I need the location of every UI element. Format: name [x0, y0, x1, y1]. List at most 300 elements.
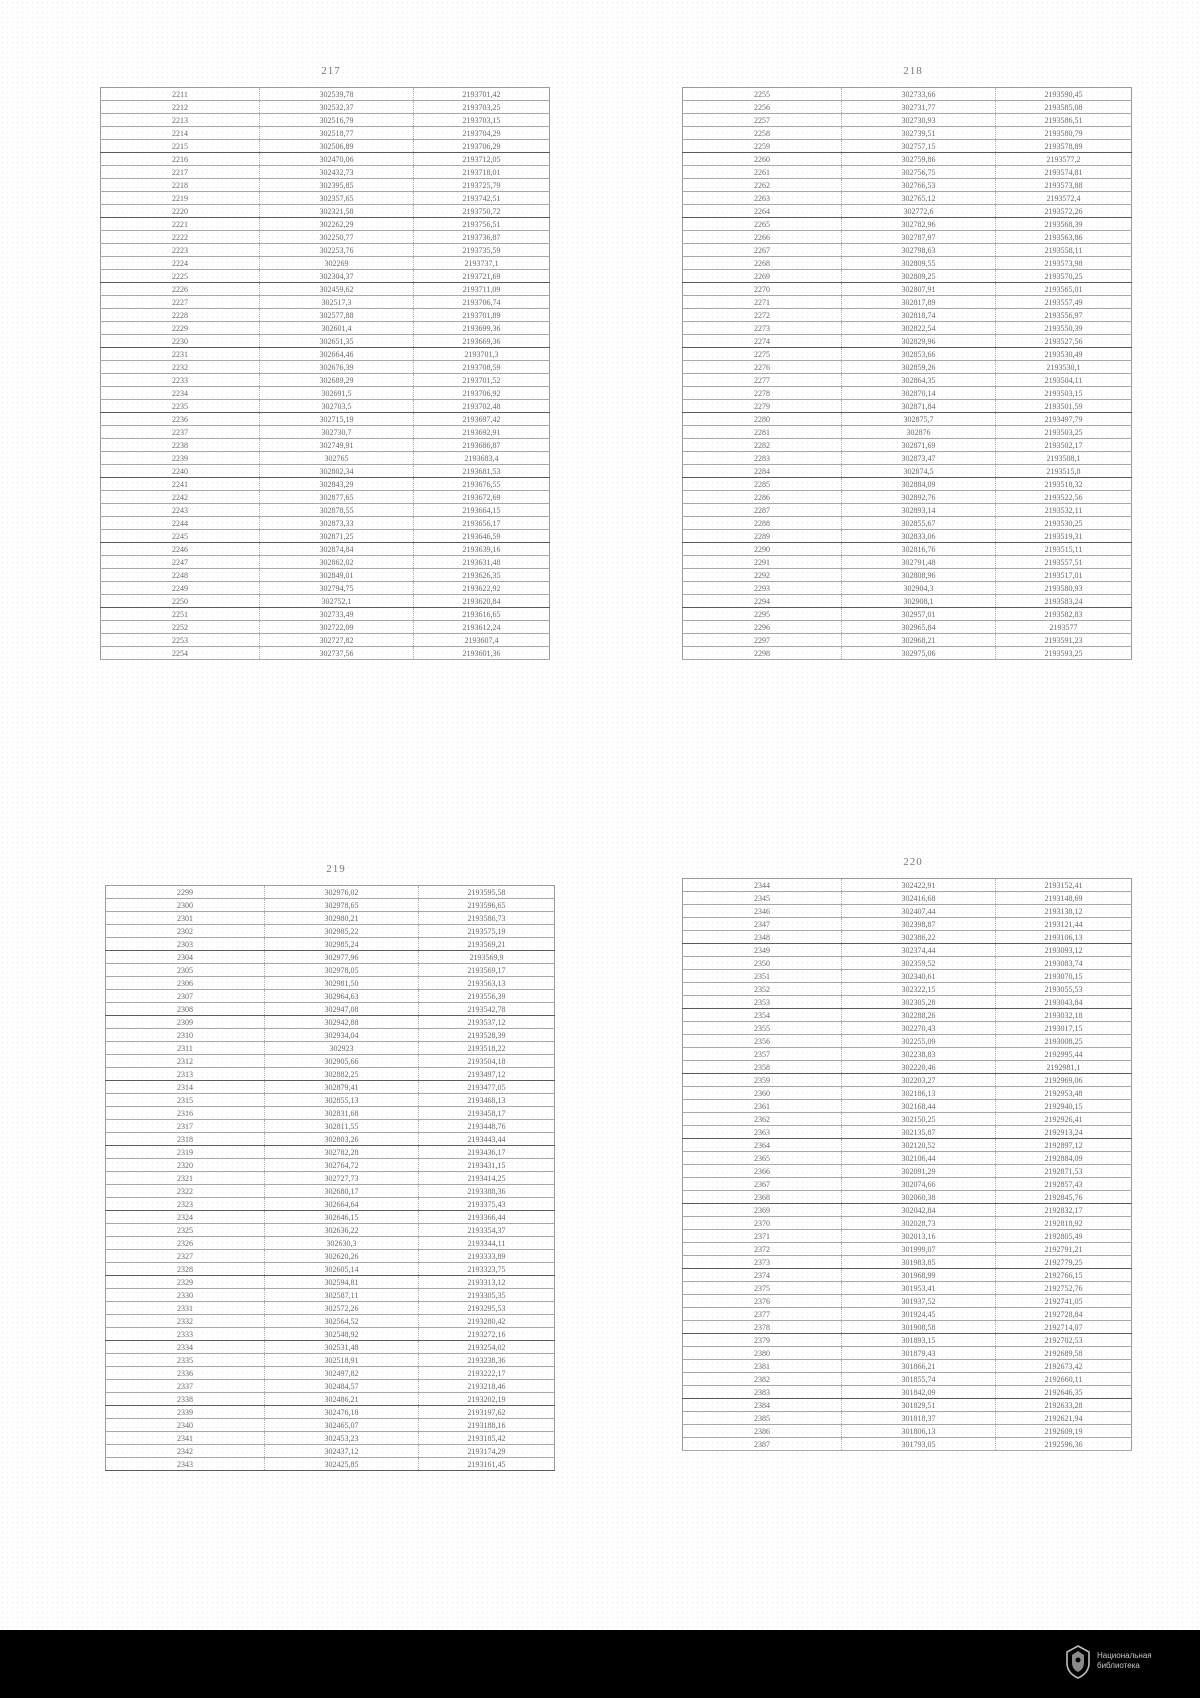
y-coordinate: 2193601,36 [414, 647, 550, 660]
y-coordinate: 2193272,16 [419, 1328, 555, 1341]
point-number: 2335 [106, 1354, 265, 1367]
table-row [106, 1185, 555, 1198]
x-coordinate: 302636,22 [265, 1224, 419, 1237]
x-coordinate: 302981,50 [265, 977, 419, 990]
table-row [683, 543, 1132, 556]
x-coordinate: 302465,07 [265, 1419, 419, 1432]
x-coordinate: 302028,73 [842, 1217, 996, 1230]
x-coordinate: 302968,21 [842, 634, 996, 647]
point-number: 2365 [683, 1152, 842, 1165]
point-number: 2381 [683, 1360, 842, 1373]
y-coordinate: 2192741,05 [996, 1295, 1132, 1308]
table-row [101, 140, 550, 153]
x-coordinate: 302985,24 [265, 938, 419, 951]
table-row [106, 1250, 555, 1263]
x-coordinate: 302150,25 [842, 1113, 996, 1126]
point-number: 2346 [683, 905, 842, 918]
y-coordinate: 2192818,92 [996, 1217, 1132, 1230]
table-row [683, 101, 1132, 114]
point-number: 2278 [683, 387, 842, 400]
point-number: 2377 [683, 1308, 842, 1321]
x-coordinate: 301855,74 [842, 1373, 996, 1386]
x-coordinate: 302831,68 [265, 1107, 419, 1120]
table-row [683, 1256, 1132, 1269]
table-row [683, 309, 1132, 322]
table-row [106, 1263, 555, 1276]
y-coordinate: 2193148,69 [996, 892, 1132, 905]
table-row [683, 1191, 1132, 1204]
table-row [106, 1094, 555, 1107]
x-coordinate: 302859,26 [842, 361, 996, 374]
point-number: 2279 [683, 400, 842, 413]
y-coordinate: 2192689,58 [996, 1347, 1132, 1360]
x-coordinate: 302587,11 [265, 1289, 419, 1302]
point-number: 2277 [683, 374, 842, 387]
y-coordinate: 2193568,39 [996, 218, 1132, 231]
x-coordinate: 302882,25 [265, 1068, 419, 1081]
table-row [683, 153, 1132, 166]
x-coordinate: 302855,13 [265, 1094, 419, 1107]
page-panel-217 [100, 65, 562, 687]
point-number: 2364 [683, 1139, 842, 1152]
x-coordinate: 302892,76 [842, 491, 996, 504]
table-row [101, 179, 550, 192]
point-number: 2238 [101, 439, 260, 452]
x-coordinate: 302601,4 [260, 322, 414, 335]
table-row [106, 1120, 555, 1133]
x-coordinate: 302843,29 [260, 478, 414, 491]
x-coordinate: 302874,5 [842, 465, 996, 478]
y-coordinate: 2193570,25 [996, 270, 1132, 283]
table-row [106, 1432, 555, 1445]
x-coordinate: 302787,97 [842, 231, 996, 244]
point-number: 2292 [683, 569, 842, 582]
x-coordinate: 302798,63 [842, 244, 996, 257]
x-coordinate: 302791,48 [842, 556, 996, 569]
y-coordinate: 2193174,29 [419, 1445, 555, 1458]
point-number: 2372 [683, 1243, 842, 1256]
y-coordinate: 2193313,12 [419, 1276, 555, 1289]
y-coordinate: 2193578,89 [996, 140, 1132, 153]
point-number: 2333 [106, 1328, 265, 1341]
y-coordinate: 2192673,42 [996, 1360, 1132, 1373]
table-row [106, 1042, 555, 1055]
table-row [101, 491, 550, 504]
y-coordinate: 2192728,84 [996, 1308, 1132, 1321]
table-row [101, 296, 550, 309]
table-row [106, 1029, 555, 1042]
table-row [683, 970, 1132, 983]
y-coordinate: 2193563,86 [996, 231, 1132, 244]
y-coordinate: 2192609,19 [996, 1425, 1132, 1438]
point-number: 2324 [106, 1211, 265, 1224]
table-row [101, 595, 550, 608]
table-row [683, 1243, 1132, 1256]
point-number: 2352 [683, 983, 842, 996]
point-number: 2240 [101, 465, 260, 478]
y-coordinate: 2192995,44 [996, 1048, 1132, 1061]
x-coordinate: 302904,3 [842, 582, 996, 595]
table-row [683, 1204, 1132, 1217]
x-coordinate: 302853,66 [842, 348, 996, 361]
x-coordinate: 302782,28 [265, 1146, 419, 1159]
x-coordinate: 302106,44 [842, 1152, 996, 1165]
point-number: 2272 [683, 309, 842, 322]
x-coordinate: 302957,01 [842, 608, 996, 621]
x-coordinate: 301953,41 [842, 1282, 996, 1295]
table-row [683, 465, 1132, 478]
y-coordinate: 2193366,44 [419, 1211, 555, 1224]
point-number: 2246 [101, 543, 260, 556]
point-number: 2259 [683, 140, 842, 153]
table-row [101, 543, 550, 556]
table-row [101, 556, 550, 569]
y-coordinate: 2193569,17 [419, 964, 555, 977]
x-coordinate: 302453,23 [265, 1432, 419, 1445]
point-number: 2384 [683, 1399, 842, 1412]
table-row [683, 647, 1132, 660]
coordinate-table [682, 87, 1132, 660]
point-number: 2319 [106, 1146, 265, 1159]
x-coordinate: 302572,26 [265, 1302, 419, 1315]
point-number: 2375 [683, 1282, 842, 1295]
y-coordinate: 2193138,12 [996, 905, 1132, 918]
y-coordinate: 2193706,29 [414, 140, 550, 153]
x-coordinate: 302864,35 [842, 374, 996, 387]
point-number: 2226 [101, 283, 260, 296]
y-coordinate: 2192857,43 [996, 1178, 1132, 1191]
point-number: 2252 [101, 621, 260, 634]
point-number: 2344 [683, 879, 842, 892]
x-coordinate: 302305,28 [842, 996, 996, 1009]
x-coordinate: 302013,16 [842, 1230, 996, 1243]
table-row [683, 1438, 1132, 1451]
x-coordinate: 302517,3 [260, 296, 414, 309]
x-coordinate: 302782,96 [842, 218, 996, 231]
table-row [101, 426, 550, 439]
point-number: 2327 [106, 1250, 265, 1263]
y-coordinate: 2193185,42 [419, 1432, 555, 1445]
point-number: 2253 [101, 634, 260, 647]
table-row [683, 595, 1132, 608]
y-coordinate: 2193530,49 [996, 348, 1132, 361]
y-coordinate: 2193504,18 [419, 1055, 555, 1068]
y-coordinate: 2193443,44 [419, 1133, 555, 1146]
x-coordinate: 301983,85 [842, 1256, 996, 1269]
x-coordinate: 302605,14 [265, 1263, 419, 1276]
table-row [106, 1133, 555, 1146]
table-row [101, 452, 550, 465]
x-coordinate: 302829,96 [842, 335, 996, 348]
table-row [683, 1139, 1132, 1152]
x-coordinate: 302691,5 [260, 387, 414, 400]
point-number: 2244 [101, 517, 260, 530]
x-coordinate: 301968,99 [842, 1269, 996, 1282]
x-coordinate: 302416,68 [842, 892, 996, 905]
x-coordinate: 302947,08 [265, 1003, 419, 1016]
point-number: 2234 [101, 387, 260, 400]
table-row [101, 335, 550, 348]
x-coordinate: 302060,38 [842, 1191, 996, 1204]
table-row [101, 621, 550, 634]
x-coordinate: 302875,7 [842, 413, 996, 426]
point-number: 2274 [683, 335, 842, 348]
point-number: 2314 [106, 1081, 265, 1094]
x-coordinate: 301893,15 [842, 1334, 996, 1347]
point-number: 2233 [101, 374, 260, 387]
y-coordinate: 2193238,36 [419, 1354, 555, 1367]
table-row [683, 1282, 1132, 1295]
x-coordinate: 302818,74 [842, 309, 996, 322]
table-row [101, 101, 550, 114]
x-coordinate: 302497,82 [265, 1367, 419, 1380]
table-row [683, 322, 1132, 335]
y-coordinate: 2193616,65 [414, 608, 550, 621]
table-row [683, 218, 1132, 231]
point-number: 2362 [683, 1113, 842, 1126]
table-row [683, 1399, 1132, 1412]
y-coordinate: 2193323,75 [419, 1263, 555, 1276]
y-coordinate: 2192702,53 [996, 1334, 1132, 1347]
x-coordinate: 302664,46 [260, 348, 414, 361]
x-coordinate: 302870,14 [842, 387, 996, 400]
x-coordinate: 302752,1 [260, 595, 414, 608]
table-row [101, 166, 550, 179]
table-row [683, 1230, 1132, 1243]
x-coordinate: 302756,75 [842, 166, 996, 179]
table-row [101, 608, 550, 621]
table-row [106, 977, 555, 990]
table-row [683, 996, 1132, 1009]
table-row [683, 504, 1132, 517]
table-row [683, 114, 1132, 127]
y-coordinate: 2192884,09 [996, 1152, 1132, 1165]
table-row [106, 1146, 555, 1159]
y-coordinate: 2193530,25 [996, 517, 1132, 530]
point-number: 2241 [101, 478, 260, 491]
point-number: 2224 [101, 257, 260, 270]
x-coordinate: 302964,63 [265, 990, 419, 1003]
table-row [106, 1016, 555, 1029]
y-coordinate: 2193515,11 [996, 543, 1132, 556]
y-coordinate: 2192791,21 [996, 1243, 1132, 1256]
x-coordinate: 302733,66 [842, 88, 996, 101]
y-coordinate: 2193556,39 [419, 990, 555, 1003]
x-coordinate: 302340,61 [842, 970, 996, 983]
point-number: 2281 [683, 426, 842, 439]
table-row [106, 1302, 555, 1315]
x-coordinate: 302395,85 [260, 179, 414, 192]
point-number: 2360 [683, 1087, 842, 1100]
table-row [101, 530, 550, 543]
y-coordinate: 2193575,19 [419, 925, 555, 938]
table-row [106, 1224, 555, 1237]
table-row [106, 1406, 555, 1419]
x-coordinate: 302807,91 [842, 283, 996, 296]
x-coordinate: 302731,77 [842, 101, 996, 114]
x-coordinate: 302739,51 [842, 127, 996, 140]
table-row [101, 270, 550, 283]
table-row [106, 1445, 555, 1458]
table-row [683, 192, 1132, 205]
point-number: 2283 [683, 452, 842, 465]
table-row [683, 983, 1132, 996]
point-number: 2294 [683, 595, 842, 608]
table-row [101, 361, 550, 374]
y-coordinate: 2193121,44 [996, 918, 1132, 931]
x-coordinate: 301879,43 [842, 1347, 996, 1360]
x-coordinate: 302539,78 [260, 88, 414, 101]
point-number: 2341 [106, 1432, 265, 1445]
table-row [683, 127, 1132, 140]
page-panel-220 [682, 856, 1144, 1548]
y-coordinate: 2192871,53 [996, 1165, 1132, 1178]
x-coordinate: 301924,45 [842, 1308, 996, 1321]
point-number: 2245 [101, 530, 260, 543]
x-coordinate: 302518,91 [265, 1354, 419, 1367]
x-coordinate: 302730,93 [842, 114, 996, 127]
table-row [683, 166, 1132, 179]
x-coordinate: 302749,91 [260, 439, 414, 452]
table-row [106, 1003, 555, 1016]
x-coordinate: 302664,64 [265, 1198, 419, 1211]
x-coordinate: 302811,55 [265, 1120, 419, 1133]
y-coordinate: 2193721,69 [414, 270, 550, 283]
y-coordinate: 2193704,29 [414, 127, 550, 140]
x-coordinate: 302321,58 [260, 205, 414, 218]
x-coordinate: 302855,67 [842, 517, 996, 530]
table-row [683, 88, 1132, 101]
point-number: 2357 [683, 1048, 842, 1061]
y-coordinate: 2193557,51 [996, 556, 1132, 569]
table-row [101, 283, 550, 296]
y-coordinate: 2193735,59 [414, 244, 550, 257]
point-number: 2239 [101, 452, 260, 465]
point-number: 2368 [683, 1191, 842, 1204]
y-coordinate: 2193518,32 [996, 478, 1132, 491]
point-number: 2302 [106, 925, 265, 938]
y-coordinate: 2193504,11 [996, 374, 1132, 387]
table-row [101, 257, 550, 270]
table-row [683, 608, 1132, 621]
y-coordinate: 2193676,55 [414, 478, 550, 491]
x-coordinate: 301842,09 [842, 1386, 996, 1399]
table-row [106, 1198, 555, 1211]
table-row [683, 1373, 1132, 1386]
point-number: 2366 [683, 1165, 842, 1178]
point-number: 2318 [106, 1133, 265, 1146]
x-coordinate: 302893,14 [842, 504, 996, 517]
x-coordinate: 302359,52 [842, 957, 996, 970]
y-coordinate: 2193593,25 [996, 647, 1132, 660]
point-number: 2329 [106, 1276, 265, 1289]
x-coordinate: 302737,56 [260, 647, 414, 660]
x-coordinate: 302759,86 [842, 153, 996, 166]
y-coordinate: 2193712,05 [414, 153, 550, 166]
table-row [683, 1126, 1132, 1139]
x-coordinate: 302564,52 [265, 1315, 419, 1328]
point-number: 2345 [683, 892, 842, 905]
y-coordinate: 2193703,25 [414, 101, 550, 114]
point-number: 2255 [683, 88, 842, 101]
table-row [683, 374, 1132, 387]
x-coordinate: 302766,53 [842, 179, 996, 192]
y-coordinate: 2193497,79 [996, 413, 1132, 426]
y-coordinate: 2193305,35 [419, 1289, 555, 1302]
y-coordinate: 2193477,05 [419, 1081, 555, 1094]
table-row [683, 1295, 1132, 1308]
y-coordinate: 2193612,24 [414, 621, 550, 634]
y-coordinate: 2193152,41 [996, 879, 1132, 892]
x-coordinate: 302357,65 [260, 192, 414, 205]
point-number: 2313 [106, 1068, 265, 1081]
point-number: 2347 [683, 918, 842, 931]
x-coordinate: 302470,06 [260, 153, 414, 166]
y-coordinate: 2193586,51 [996, 114, 1132, 127]
table-row [101, 322, 550, 335]
point-number: 2310 [106, 1029, 265, 1042]
page-number: 217 [321, 65, 341, 77]
point-number: 2250 [101, 595, 260, 608]
point-number: 2262 [683, 179, 842, 192]
point-number: 2382 [683, 1373, 842, 1386]
table-row [683, 335, 1132, 348]
table-row [106, 1354, 555, 1367]
y-coordinate: 2193557,49 [996, 296, 1132, 309]
y-coordinate: 2192953,48 [996, 1087, 1132, 1100]
point-number: 2380 [683, 1347, 842, 1360]
y-coordinate: 2193569,9 [419, 951, 555, 964]
x-coordinate: 302689,29 [260, 374, 414, 387]
y-coordinate: 2193188,16 [419, 1419, 555, 1432]
point-number: 2387 [683, 1438, 842, 1451]
x-coordinate: 302269 [260, 257, 414, 270]
y-coordinate: 2192621,94 [996, 1412, 1132, 1425]
table-row [101, 309, 550, 322]
library-logo[interactable] [1065, 1643, 1185, 1683]
y-coordinate: 2193573,88 [996, 179, 1132, 192]
y-coordinate: 2193448,76 [419, 1120, 555, 1133]
y-coordinate: 2192752,76 [996, 1282, 1132, 1295]
table-row [683, 426, 1132, 439]
table-row [106, 1237, 555, 1250]
point-number: 2299 [106, 886, 265, 899]
x-coordinate: 302965,84 [842, 621, 996, 634]
y-coordinate: 2193522,56 [996, 491, 1132, 504]
point-number: 2339 [106, 1406, 265, 1419]
table-row [683, 1152, 1132, 1165]
y-coordinate: 2193008,25 [996, 1035, 1132, 1048]
y-coordinate: 2193501,59 [996, 400, 1132, 413]
point-number: 2379 [683, 1334, 842, 1347]
y-coordinate: 2193502,17 [996, 439, 1132, 452]
y-coordinate: 2193436,17 [419, 1146, 555, 1159]
point-number: 2367 [683, 1178, 842, 1191]
y-coordinate: 2193032,18 [996, 1009, 1132, 1022]
x-coordinate: 302220,46 [842, 1061, 996, 1074]
y-coordinate: 2193043,84 [996, 996, 1132, 1009]
x-coordinate: 302120,52 [842, 1139, 996, 1152]
y-coordinate: 2193708,59 [414, 361, 550, 374]
y-coordinate: 2193656,17 [414, 517, 550, 530]
point-number: 2275 [683, 348, 842, 361]
x-coordinate: 302577,88 [260, 309, 414, 322]
logo-line-2: библиотека [1097, 1661, 1140, 1670]
y-coordinate: 2192845,76 [996, 1191, 1132, 1204]
x-coordinate: 302425,85 [265, 1458, 419, 1471]
table-row [101, 478, 550, 491]
y-coordinate: 2193563,13 [419, 977, 555, 990]
